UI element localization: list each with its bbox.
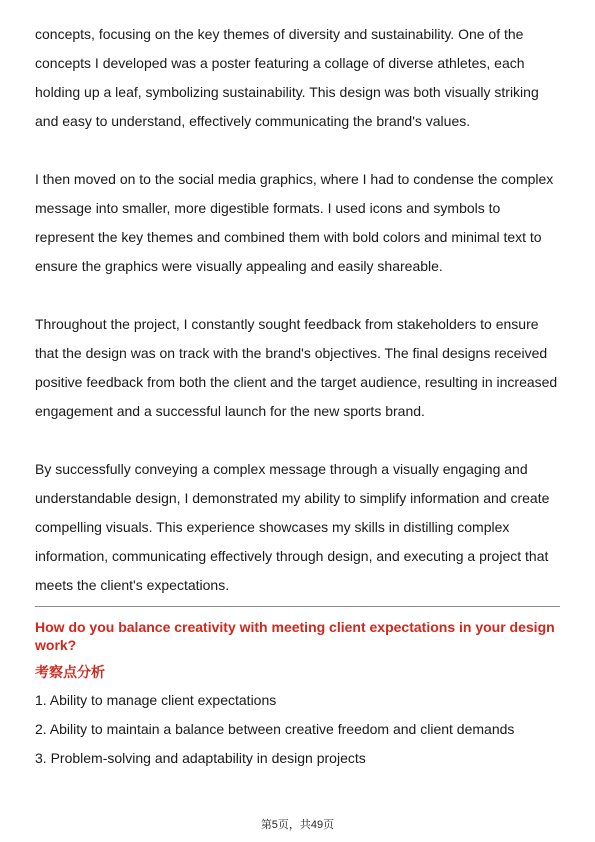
analysis-points [35, 686, 560, 773]
page-number: 第5页，共49页 [260, 819, 335, 831]
question-title: How do you balance creativity with meeting client expectations in your design work? [35, 619, 555, 653]
list-item: 1. Ability to manage client expectations [35, 692, 277, 708]
list-item: 2. Ability to maintain a balance between creative freedom and client demands [35, 721, 515, 737]
body-paragraph: concepts, focusing on the key themes of diversity and sustainability. One of the concepts I developed was a poster featuring a collage of diverse athletes, each holding up a leaf, symbolizing sustainability. This design was both visually striking and easy to understand, effectively communicating the brand's values. [35, 26, 539, 129]
analysis-heading: 考察点分析 [35, 664, 105, 680]
question-section [35, 618, 560, 773]
body-paragraph: Throughout the project, I constantly sought feedback from stakeholders to ensure that the design was on track with the brand's objectives. The final designs received positive feedback from both the client and the target audience, resulting in increased engagement and a successful launch for the new sports brand. [35, 316, 558, 419]
list-item: 3. Problem-solving and adaptability in design projects [35, 750, 366, 766]
body-paragraph: By successfully conveying a complex message through a visually engaging and understandable design, I demonstrated my ability to simplify information and create compelling visuals. This experience showcases my skills in distilling complex information, communicating effectively through design, and executing a project that meets the client's expectations. [35, 461, 550, 593]
section-divider [35, 606, 560, 607]
answer-body [35, 20, 560, 600]
body-paragraph: I then moved on to the social media graphics, where I had to condense the complex message into smaller, more digestible formats. I used icons and symbols to represent the key themes and combined them with bold colors and minimal text to ensure the graphics were visually appealing and easily shareable. [35, 171, 554, 274]
